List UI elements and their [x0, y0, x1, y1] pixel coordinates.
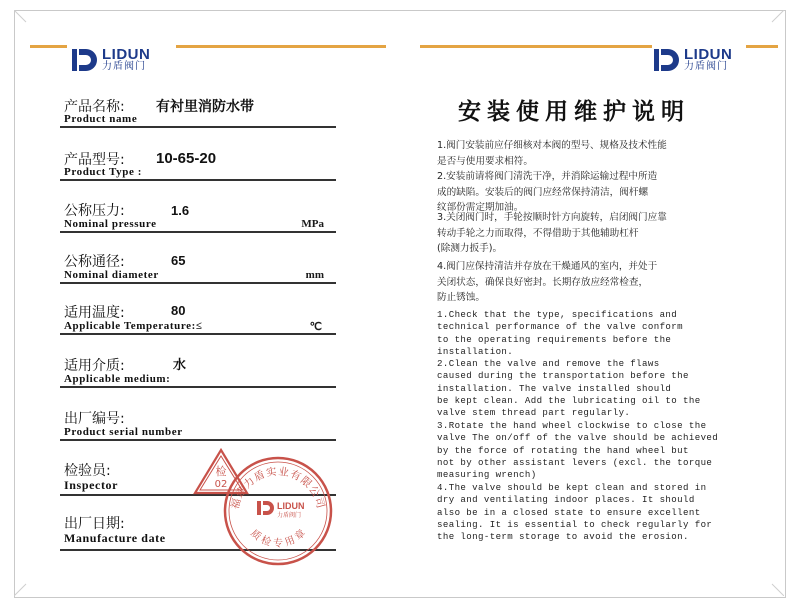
cn-line: 3.关闭阀门时，手轮按顺时针方向旋转，启闭阀门应靠 — [437, 212, 667, 223]
en-line: not by other assistant levers (excl. the torque — [437, 456, 713, 468]
field-en-label: Product name — [64, 113, 138, 125]
en-line: also be in a closed state to ensure excellent — [437, 506, 701, 518]
cn-line: 4.阀门应保持清洁并存放在干燥通风的室内，并处于 — [437, 261, 658, 272]
field-en-label: Product Type : — [64, 166, 143, 178]
field-en-label: Applicable medium: — [64, 373, 171, 385]
brand-name-cn: 力盾阀门 — [102, 61, 146, 72]
field-rule — [60, 386, 336, 388]
field-rule — [60, 333, 336, 335]
accent-line-left-mid — [176, 45, 386, 48]
en-instruction-4 — [437, 482, 742, 543]
brand-name-en: LIDUN — [684, 46, 733, 63]
field-label: 公称压力: — [64, 203, 125, 219]
field-label: 出厂日期: — [64, 516, 125, 532]
seal-bottom-text: 质 检 专 用 章 — [248, 527, 308, 550]
field-nominal-diameter — [60, 251, 336, 284]
en-line: valve The on/off of the valve should be achieved — [437, 432, 719, 444]
cn-line: 1.阀门安装前应仔细核对本阀的型号、规格及技术性能 — [437, 140, 667, 151]
seal-logo-text: LIDUN — [277, 501, 305, 511]
field-en-label: Inspector — [64, 478, 119, 492]
accent-line-left-top — [30, 45, 67, 48]
accent-line-right — [420, 45, 652, 48]
en-line: installation. The valve installed should — [437, 382, 672, 394]
field-en-label: Product serial number — [64, 426, 183, 438]
field-rule — [60, 231, 336, 233]
field-label: 产品型号: — [64, 152, 125, 168]
field-en-label: Nominal pressure — [64, 218, 157, 230]
inspector-stamp-line2: 02 — [214, 479, 228, 490]
cn-line: (除测力扳手)。 — [437, 243, 503, 254]
cn-line: 是否与使用要求相符。 — [437, 155, 533, 167]
field-label: 适用介质: — [64, 358, 125, 374]
field-product-type — [60, 149, 336, 181]
page-title: 安装使用维护说明 — [458, 98, 690, 125]
cn-instruction-1 — [437, 138, 667, 169]
company-seal — [222, 455, 334, 567]
en-instruction-1 — [437, 309, 742, 358]
en-line: caused during the transportation before the — [437, 370, 689, 382]
cn-line: 关闭状态，确保良好密封。长期存放应经常检查， — [437, 276, 649, 288]
field-value: 65 — [171, 253, 186, 268]
field-value: 1.6 — [171, 203, 190, 218]
en-line: measuring wrench) — [437, 469, 537, 481]
field-label: 产品名称: — [64, 99, 125, 115]
en-line: to the operating requirements before the — [437, 333, 672, 345]
field-rule — [60, 439, 336, 441]
en-line: technical performance of the valve conform — [437, 321, 683, 333]
en-line: be kept clean. Add the lubricating oil to the — [437, 394, 701, 406]
en-line: the long-term storage to avoid the erosion. — [437, 531, 689, 543]
field-unit: ℃ — [309, 321, 322, 333]
field-en-label: Manufacture date — [64, 531, 166, 545]
seal-logo-cn: 力盾阀门 — [277, 512, 302, 519]
cn-line: 成的缺陷。安装后的阀门应经常保持清洁，阀杆螺 — [437, 186, 649, 198]
en-instruction-3 — [437, 420, 742, 481]
field-rule — [60, 126, 336, 128]
en-line: by the force of rotating the hand wheel but — [437, 444, 689, 456]
cn-line: 转动手轮之力而取得，不得借助于其他辅助杠杆 — [437, 227, 639, 239]
field-nominal-pressure — [60, 200, 336, 233]
en-line: valve stem thread part regularly. — [437, 407, 631, 419]
seal-logo — [257, 501, 305, 519]
cn-instruction-3 — [437, 210, 667, 257]
field-label: 适用温度: — [64, 305, 125, 321]
cn-line: 2.安装前请将阀门清洗干净，并消除运输过程中所造 — [437, 171, 658, 182]
field-value: 有衬里消防水带 — [156, 98, 254, 114]
brand-logo-right — [654, 47, 732, 72]
field-applicable-temperature — [60, 302, 336, 335]
en-line: sealing. It is essential to check regularly for — [437, 518, 713, 530]
seal-company-name: 福建力盾实业有限公司 — [229, 465, 327, 511]
field-product-name — [60, 96, 336, 128]
lidun-mark-icon — [72, 49, 98, 71]
field-unit: MPa — [301, 218, 324, 230]
cn-line: 纹部份需定期加油。 — [437, 202, 524, 213]
en-line: installation. — [437, 345, 514, 357]
field-label: 检验员: — [64, 463, 111, 479]
brand-name-cn: 力盾阀门 — [684, 61, 728, 72]
field-rule — [60, 179, 336, 181]
en-line: 1.Check that the type, specifications and — [437, 309, 678, 320]
field-value: 80 — [171, 303, 186, 318]
field-applicable-medium — [60, 355, 336, 388]
cn-instruction-2 — [437, 169, 657, 216]
field-label: 出厂编号: — [64, 411, 125, 427]
en-line: 4.The valve should be kept clean and stored in — [437, 482, 707, 493]
en-line: 2.Clean the valve and remove the flaws — [437, 358, 660, 369]
field-rule — [60, 282, 336, 284]
field-unit: mm — [305, 269, 324, 281]
field-value: 水 — [173, 357, 187, 372]
en-line: dry and ventilating indoor places. It should — [437, 494, 695, 506]
en-line: 3.Rotate the hand wheel clockwise to close the — [437, 420, 707, 431]
en-instruction-2 — [437, 358, 742, 419]
brand-logo-left — [72, 47, 150, 72]
cn-instruction-4 — [437, 259, 657, 306]
cn-line: 防止锈蚀。 — [437, 292, 485, 303]
field-value: 10-65-20 — [156, 150, 217, 167]
accent-line-right-end — [746, 45, 778, 48]
brand-name-en: LIDUN — [102, 46, 151, 63]
field-serial-number — [60, 408, 336, 441]
inspector-stamp-line1: 检 — [215, 465, 227, 478]
field-label: 公称通径: — [64, 254, 125, 270]
field-en-label: Applicable Temperature:≤ — [64, 320, 203, 332]
lidun-mark-icon — [654, 49, 680, 71]
field-en-label: Nominal diameter — [64, 269, 159, 281]
